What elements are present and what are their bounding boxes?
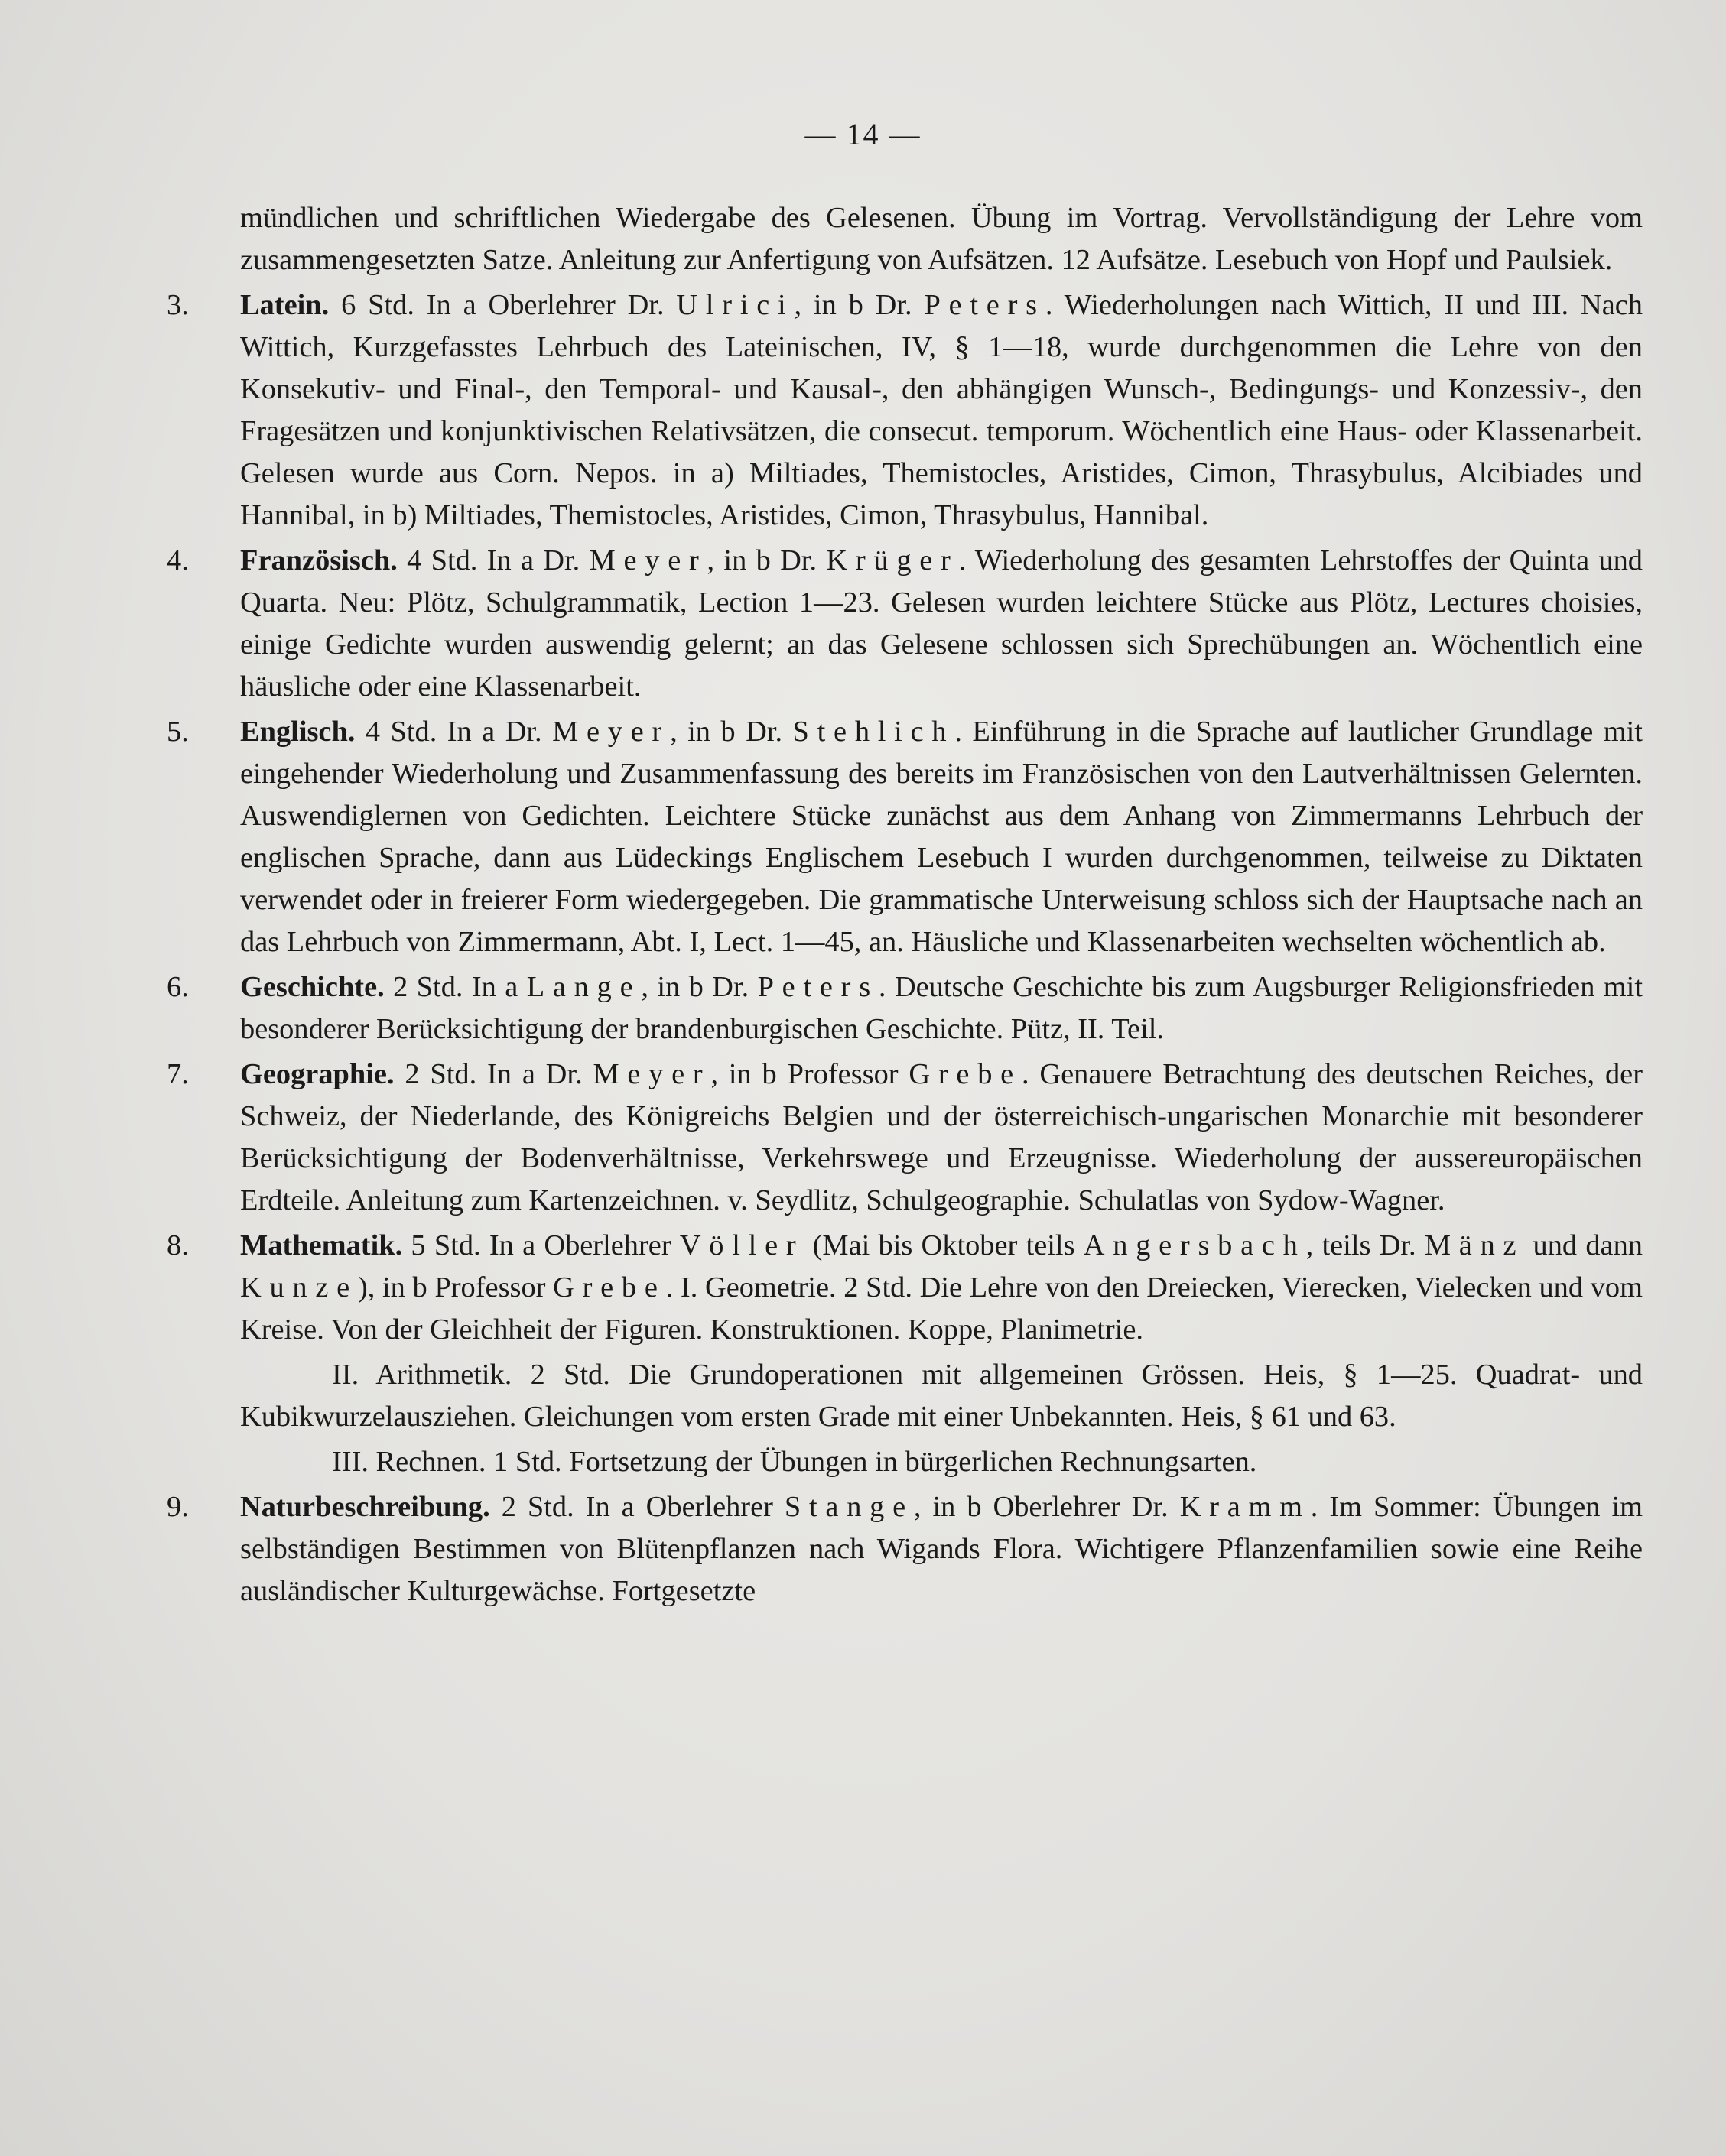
section-text: . Genauere Betrachtung des deutschen Reiches, der Schweiz, der Niederlande, des Königreichs Belgien und der österreichisch-ungarischen Monarchie mit besonderer Berücksichtigung der Bodenverhältnisse, Verkehrswege und Erzeugnisse. Wiederholung der aussereuropäischen Erdteile. Anleitung zum Kartenzeichnen. v. Seydlitz, Schulgeographie. Schulatlas von Sydow-Wagner. bbox=[240, 1058, 1643, 1216]
section-mathematik bbox=[167, 1225, 1643, 1351]
teacher-name: Krüger bbox=[826, 544, 959, 576]
teacher-name: Lange bbox=[526, 971, 642, 1003]
section-number: 9. bbox=[167, 1491, 189, 1523]
teacher-name: Völler bbox=[679, 1229, 804, 1261]
section-title: Geographie. bbox=[240, 1058, 395, 1090]
section-title: Englisch. bbox=[240, 716, 356, 748]
section-number: 6. bbox=[167, 971, 189, 1003]
teacher-name: Grebe bbox=[553, 1271, 666, 1304]
section-geschichte bbox=[167, 966, 1643, 1050]
intro-paragraph: mündlichen und schriftlichen Wiedergabe des Gelesenen. Übung im Vortrag. Vervollständigung der Lehre vom zusammengesetzten Satze. Anleitung zur Anfertigung von Aufsätzen. 12 Aufsätze. Lesebuch von Hopf und Paulsiek. bbox=[240, 202, 1643, 276]
teacher-name: Angersbach bbox=[1083, 1229, 1306, 1261]
section-naturbeschreibung bbox=[167, 1486, 1643, 1612]
teacher-name: Ulrici bbox=[676, 289, 795, 321]
section-text: . I. Geometrie. 2 Std. Die Lehre von den Dreiecken, Vierecken, Vielecken und vom Kreise. Von der Gleichheit der Figuren. Konstruktionen. Koppe, Planimetrie. bbox=[240, 1271, 1643, 1346]
section-franzoesisch bbox=[167, 540, 1643, 708]
teacher-name: Peters bbox=[757, 971, 879, 1003]
section-text: ), in b Professor bbox=[357, 1271, 554, 1304]
teacher-name: Stehlich bbox=[792, 716, 955, 748]
section-number: 4. bbox=[167, 544, 189, 576]
section-geographie bbox=[167, 1054, 1643, 1222]
section-number: 8. bbox=[167, 1229, 189, 1261]
teacher-name: Meyer bbox=[593, 1058, 711, 1090]
section-title: Geschichte. bbox=[240, 971, 385, 1003]
section-title: Mathematik. bbox=[240, 1229, 403, 1261]
section-number: 5. bbox=[167, 716, 189, 748]
teacher-name: Kramm bbox=[1179, 1491, 1311, 1523]
section-text: 5 Std. In a Oberlehrer bbox=[402, 1229, 680, 1261]
section-text: , in b Oberlehrer Dr. bbox=[913, 1491, 1180, 1523]
section-text: . Einführung in die Sprache auf lautlicher Grundlage mit eingehender Wiederholung und Zusammenfassung des bereits im Französischen von den Lautverhältnissen Gelernten. Auswendiglernen von Gedichten. Leichtere Stücke zunächst aus dem Anhang von Zimmermanns Lehrbuch der englischen Sprache, dann aus Lüdeckings Englischem Lesebuch I wurden durchgenommen, teilweise zu Diktaten verwendet oder in freierer Form wiedergegeben. Die grammatische Unterweisung schloss sich der Hauptsache nach an das Lehrbuch von Zimmermann, Abt. I, Lect. 1—45, an. Häusliche und Klassenarbeiten wechselten wöchentlich ab. bbox=[240, 716, 1643, 958]
section-text: und dann bbox=[1524, 1229, 1643, 1261]
page-number: — 14 — bbox=[804, 117, 922, 151]
teacher-name: Mänz bbox=[1424, 1229, 1525, 1261]
section-englisch bbox=[167, 711, 1643, 963]
section-number: 3. bbox=[167, 289, 189, 321]
section-text: . Wiederholungen nach Wittich, II und III. Nach Wittich, Kurzgefasstes Lehrbuch des Lateinischen, IV, § 1—18, wurde durchgenommen die Lehre von den Konsekutiv- und Final-, den Temporal- und Kausal-, den abhängigen Wunsch-, Bedingungs- und Konzessiv-, den Fragesätzen und konjunktivischen Relativsätzen, die consecut. temporum. Wöchentlich eine Haus- oder Klassenarbeit. Gelesen wurde aus Corn. Nepos. in a) Miltiades, Themistocles, Aristides, Cimon, Thrasybulus, Alcibiades und Hannibal, in b) Miltiades, Themistocles, Aristides, Cimon, Thrasybulus, Hannibal. bbox=[240, 289, 1643, 531]
section-text: . Deutsche Geschichte bis zum Augsburger Religionsfrieden mit besonderer Berücksichtigung der brandenburgischen Geschichte. Pütz, II. Teil. bbox=[240, 971, 1643, 1045]
section-text: 2 Std. In a Dr. bbox=[394, 1058, 593, 1090]
section-latein bbox=[167, 284, 1643, 537]
section-text: , in b Dr. bbox=[707, 544, 827, 576]
section-text: . Im Sommer: Übungen im selbständigen Bestimmen von Blütenpflanzen nach Wigands Flora. Wichtigere Pflanzenfamilien sowie eine Reihe ausländischer Kulturgewächse. Fortgesetzte bbox=[240, 1491, 1643, 1607]
subsection-arithmetik: II. Arithmetik. 2 Std. Die Grundoperationen mit allgemeinen Grössen. Heis, § 1—25. Quadrat- und Kubikwurzelausziehen. Gleichungen vom ersten Grade mit einer Unbekannten. Heis, § 61 und 63. bbox=[240, 1359, 1643, 1433]
teacher-name: Meyer bbox=[589, 544, 707, 576]
section-text: 4 Std. In a Dr. bbox=[397, 544, 590, 576]
section-text: (Mai bis Oktober teils bbox=[804, 1229, 1084, 1261]
section-text: 2 Std. In a bbox=[384, 971, 527, 1003]
section-text: . Wiederholung des gesamten Lehrstoffes der Quinta und Quarta. Neu: Plötz, Schulgrammatik, Lection 1—23. Gelesen wurden leichtere Stücke aus Plötz, Lectures choisies, einige Gedichte wurden auswendig gelernt; an das Gelesene schlossen sich Sprechübungen an. Wöchentlich eine häusliche oder eine Klassenarbeit. bbox=[240, 544, 1643, 703]
section-text: , in b Dr. bbox=[641, 971, 758, 1003]
teacher-name: Stange bbox=[784, 1491, 914, 1523]
section-number: 7. bbox=[167, 1058, 189, 1090]
section-text: , in b Dr. bbox=[670, 716, 793, 748]
section-text: 4 Std. In a Dr. bbox=[355, 716, 553, 748]
teacher-name: Kunze bbox=[240, 1271, 358, 1304]
section-text: , in b Professor bbox=[710, 1058, 909, 1090]
section-title: Latein. bbox=[240, 289, 330, 321]
section-title: Französisch. bbox=[240, 544, 398, 576]
teacher-name: Peters bbox=[924, 289, 1045, 321]
section-text: , teils Dr. bbox=[1305, 1229, 1425, 1261]
section-text: 2 Std. In a Oberlehrer bbox=[489, 1491, 785, 1523]
teacher-name: Meyer bbox=[552, 716, 671, 748]
section-text: , in b Dr. bbox=[794, 289, 925, 321]
teacher-name: Grebe bbox=[909, 1058, 1022, 1090]
section-text: 6 Std. In a Oberlehrer Dr. bbox=[329, 289, 677, 321]
section-title: Naturbeschreibung. bbox=[240, 1491, 490, 1523]
page-body bbox=[167, 197, 1643, 1615]
subsection-rechnen: III. Rechnen. 1 Std. Fortsetzung der Übungen in bürgerlichen Rechnungsarten. bbox=[332, 1446, 1257, 1478]
